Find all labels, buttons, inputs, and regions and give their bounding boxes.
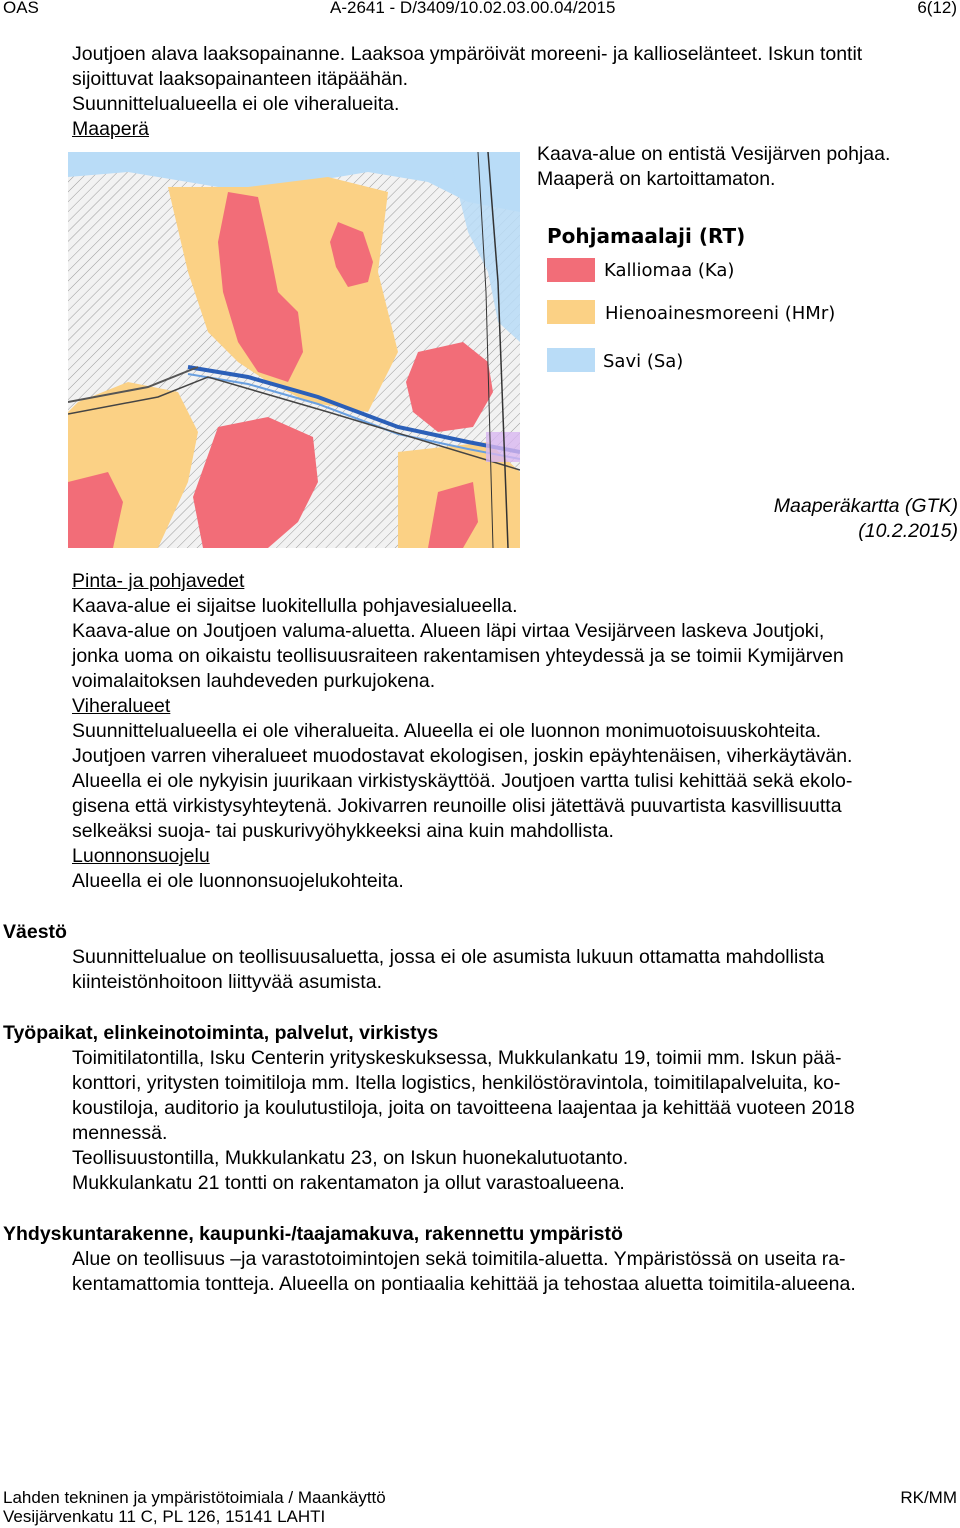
maapera-text-line: Maaperä on kartoittamaton.: [537, 168, 776, 190]
pinta-line: voimalaitoksen lauhdeveden purkujokena.: [72, 670, 436, 692]
yhdyskunta-line: Alue on teollisuus –ja varastotoimintojen sekä toimitila-aluetta. Ympäristössä on useita ra-: [72, 1248, 846, 1270]
viheralueet-line: Joutjoen varren viheralueet muodostavat ekologisen, joskin epäyhtenäisen, viherkäytävän.: [72, 745, 853, 767]
header-page-number: 6(12): [917, 0, 957, 17]
legend-swatch-hienoainesmoreeni: [547, 300, 595, 324]
viheralueet-heading: Viheralueet: [72, 695, 171, 717]
footer-line-2: Vesijärvenkatu 11 C, PL 126, 15141 LAHTI: [3, 1507, 326, 1526]
soil-map-image: [68, 152, 520, 548]
tyopaikat-line: Mukkulankatu 21 tontti on rakentamaton ja ollut varastoalueena.: [72, 1172, 625, 1194]
vaesto-line: Suunnittelualue on teollisuusaluetta, jossa ei ole asumista lukuun ottamatta mahdollista: [72, 946, 825, 968]
maapera-text-line: Kaava-alue on entistä Vesijärven pohjaa.: [537, 143, 891, 165]
tyopaikat-line: Teollisuustontilla, Mukkulankatu 23, on Iskun huonekalutuotanto.: [72, 1147, 629, 1169]
vaesto-paragraph: [72, 945, 952, 995]
yhdyskunta-paragraph: [72, 1247, 952, 1297]
legend-swatch-kalliomaa: [547, 258, 595, 282]
header-left: OAS: [3, 0, 39, 17]
pinta-heading: Pinta- ja pohjavedet: [72, 570, 245, 592]
pinta-line: Kaava-alue ei sijaitse luokitellulla pohjavesialueella.: [72, 595, 518, 617]
tyopaikat-line: Toimitilatontilla, Isku Centerin yrityskeskuksessa, Mukkulankatu 19, toimii mm. Iskun pää-: [72, 1047, 842, 1069]
map-caption-line: (10.2.2015): [858, 520, 958, 542]
vaesto-line: kiinteistönhoitoon liittyvää asumista.: [72, 971, 382, 993]
tyopaikat-line: koustiloja, auditorio ja koulutustiloja, joita on tavoitteena laajentaa ja kehittää vuoteen 2018: [72, 1097, 855, 1119]
maapera-text: [537, 142, 890, 192]
tyopaikat-line: mennessä.: [72, 1122, 168, 1144]
viheralueet-line: Alueella ei ole nykyisin juurikaan virkistyskäyttöä. Joutjoen vartta tulisi kehittää sekä ekolo-: [72, 770, 853, 792]
legend-label-kalliomaa: Kalliomaa (Ka): [604, 260, 735, 281]
tyopaikat-heading: Työpaikat, elinkeinotoiminta, palvelut, virkistys: [3, 1022, 439, 1044]
legend-label-savi: Savi (Sa): [603, 351, 684, 372]
tyopaikat-paragraph: [72, 1046, 952, 1196]
map-caption: [774, 494, 958, 544]
pinta-section: [72, 569, 952, 894]
luonnonsuojelu-line: Alueella ei ole luonnonsuojelukohteita.: [72, 870, 404, 892]
header-document-id: A-2641 - D/3409/10.02.03.00.04/2015: [330, 0, 616, 17]
legend-swatch-savi: [547, 348, 595, 372]
pinta-line: jonka uoma on oikaistu teollisuusraiteen rakentamisen yhteydessä ja se toimii Kymijärven: [72, 645, 844, 667]
vaesto-heading: Väestö: [3, 921, 67, 943]
yhdyskunta-heading: Yhdyskuntarakenne, kaupunki-/taajamakuva, rakennettu ympäristö: [3, 1223, 623, 1245]
intro-line: sijoittuvat laaksopainanteen itäpäähän.: [72, 68, 409, 90]
legend-title: Pohjamaalaji (RT): [547, 224, 746, 248]
legend-label-hienoainesmoreeni: Hienoainesmoreeni (HMr): [605, 303, 836, 324]
footer-initials: RK/MM: [900, 1488, 957, 1507]
viheralueet-line: selkeäksi suoja- tai puskurivyöhykkeeksi aina kuin mahdollista.: [72, 820, 614, 842]
tyopaikat-line: konttori, yritysten toimitiloja mm. Itella logistics, henkilöstöravintola, toimitilapalveluita, ko-: [72, 1072, 841, 1094]
intro-paragraph: [72, 42, 952, 117]
maapera-heading: Maaperä: [72, 118, 149, 140]
intro-line: Joutjoen alava laaksopainanne. Laaksoa ympäröivät moreeni- ja kallioselänteet. Iskun tontit: [72, 43, 863, 65]
viheralueet-line: Suunnittelualueella ei ole viheralueita. Alueella ei ole luonnon monimuotoisuuskohteita.: [72, 720, 822, 742]
yhdyskunta-line: kentamattomia tontteja. Alueella on pontiaalia kehittää ja tehostaa aluetta toimitila-alueena.: [72, 1273, 856, 1295]
pinta-line: Kaava-alue on Joutjoen valuma-aluetta. Alueen läpi virtaa Vesijärveen laskeva Joutjoki,: [72, 620, 825, 642]
map-caption-line: Maaperäkartta (GTK): [773, 495, 958, 517]
luonnonsuojelu-heading: Luonnonsuojelu: [72, 845, 210, 867]
intro-line: Suunnittelualueella ei ole viheralueita.: [72, 93, 400, 115]
footer-line-1: Lahden tekninen ja ympäristötoimiala / Maankäyttö: [3, 1488, 386, 1507]
viheralueet-line: gisena että virkistysyhteytenä. Jokivarren reunoille olisi jätettävä puuvartista kasvillisuutta: [72, 795, 842, 817]
